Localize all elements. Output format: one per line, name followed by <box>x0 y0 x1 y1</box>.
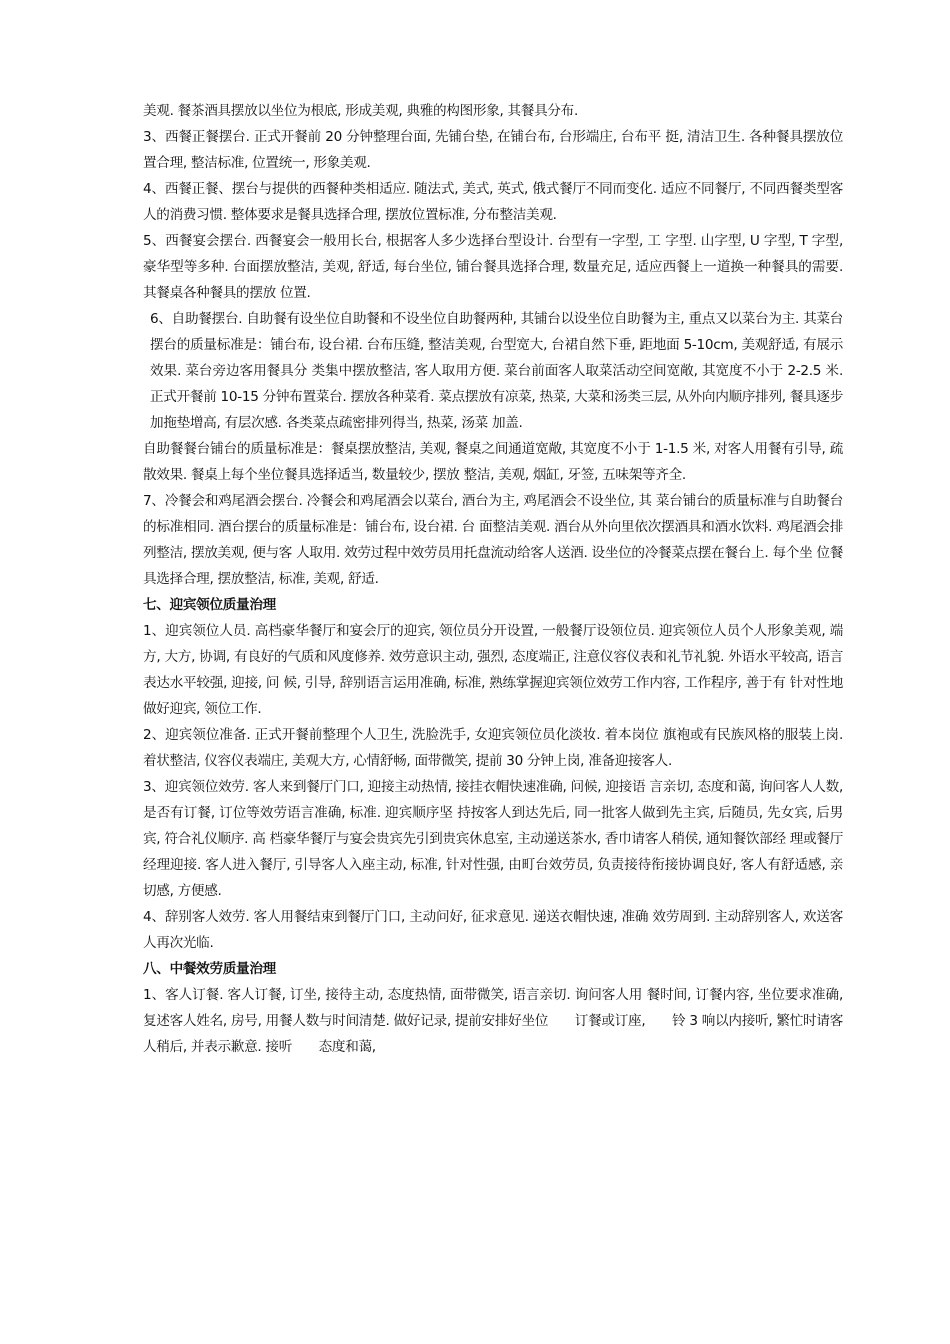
body-paragraph: 1、客人订餐. 客人订餐, 订坐, 接待主动, 态度热情, 面带微笑, 语言亲切. 询问客人用 餐时间, 订餐内容, 坐位要求准确, 复述客人姓名, 房号, 用餐人数与时间清楚. 做好记录, 提前安排好坐位 订餐或订座, 铃 3 响以内接听, 繁忙时请客人稍后, 并表示歉意. 接听 态度和蔼, <box>143 987 843 1055</box>
body-paragraph: 6、自助餐摆台. 自助餐有设坐位自助餐和不设坐位自助餐两种, 其铺台以设坐位自助餐为主, 重点又以菜台为主. 其菜台摆台的质量标准是：铺台布, 设台裙. 台布压缝, 整洁美观, 台型宽大, 台裙自然下垂, 距地面 5-10cm, 美观舒适, 有展示效果. 菜台旁边客用餐具分 类集中摆放整洁, 客人取用方便. 菜台前面客人取菜活动空间宽敞, 其宽度不小于 2-2.5 米. 正式开餐前 10-15 分钟布置菜台. 摆放各种菜肴. 菜点摆放有凉菜, 热菜, 大菜和汤类三层, 从外向内顺序排列, 餐具逐步加拖垫增高, 有层次感. 各类菜点疏密排列得当, 热菜, 汤菜 加盖. <box>150 311 843 431</box>
body-paragraph: 4、辞别客人效劳. 客人用餐结束到餐厅门口, 主动问好, 征求意见. 递送衣帽快速, 准确 效劳周到. 主动辞别客人, 欢送客人再次光临. <box>143 909 843 951</box>
body-paragraph: 5、西餐宴会摆台. 西餐宴会一般用长台, 根据客人多少选择台型设计. 台型有一字型, 工 字型. 山字型, U 字型, T 字型, 豪华型等多种. 台面摆放整洁, 美观, 舒适, 每台坐位, 铺台餐具选择合理, 数量充足, 适应西餐上一道换一种餐具的需要. 其餐桌各种餐具的摆放 位置. <box>143 233 843 301</box>
body-paragraph: 7、冷餐会和鸡尾酒会摆台. 冷餐会和鸡尾酒会以菜台, 酒台为主, 鸡尾酒会不设坐位, 其 菜台铺台的质量标准与自助餐台的标准相同. 酒台摆台的质量标准是：铺台布, 设台裙. 台 面整洁美观. 酒台从外向里依次摆酒具和酒水饮料. 鸡尾酒会排列整洁, 摆放美观, 便与客 人取用. 效劳过程中效劳员用托盘流动给客人送酒. 设坐位的冷餐菜点摆在餐台上. 每个坐 位餐具选择合理, 摆放整洁, 标准, 美观, 舒适. <box>143 493 843 587</box>
body-paragraph: 2、迎宾领位准备. 正式开餐前整理个人卫生, 洗脸洗手, 女迎宾领位员化淡妆. 着本岗位 旗袍或有民族风格的服装上岗. 着状整洁, 仪容仪表端庄, 美观大方, 心情舒畅, 面带微笑, 提前 30 分钟上岗, 准备迎接客人. <box>143 727 843 769</box>
document-page <box>143 98 843 1060</box>
body-paragraph: 自助餐餐台铺台的质量标准是：餐桌摆放整洁, 美观, 餐桌之间通道宽敞, 其宽度不小于 1-1.5 米, 对客人用餐有引导, 疏散效果. 餐桌上每个坐位餐具选择适当, 数量较少, 摆放 整洁, 美观, 烟缸, 牙签, 五味架等齐全. <box>143 441 843 483</box>
section-heading: 七、迎宾领位质量治理 <box>143 597 276 613</box>
body-paragraph: 1、迎宾领位人员. 高档豪华餐厅和宴会厅的迎宾, 领位员分开设置, 一般餐厅设领位员. 迎宾领位人员个人形象美观, 端方, 大方, 协调, 有良好的气质和风度修养. 效劳意识主动, 强烈, 态度端正, 注意仪容仪表和礼节礼貌. 外语水平较高, 语言表达水平较强, 迎接, 问 候, 引导, 辞别语言运用准确, 标准, 熟练掌握迎宾领位效劳工作内容, 工作程序, 善于有 针对性地做好迎宾, 领位工作. <box>143 623 843 717</box>
body-paragraph: 3、迎宾领位效劳. 客人来到餐厅门口, 迎接主动热情, 接挂衣帽快速准确, 问候, 迎接语 言亲切, 态度和蔼, 询问客人人数, 是否有订餐, 订位等效劳语言准确, 标准. 迎宾顺序坚 持按客人到达先后, 同一批客人做到先主宾, 后随员, 先女宾, 后男宾, 符合礼仪顺序. 高 档豪华餐厅与宴会贵宾先引到贵宾休息室, 主动递送茶水, 香巾请客人稍侯, 通知餐饮部经 理或餐厅经理迎接. 客人进入餐厅, 引导客人入座主动, 标准, 针对性强, 由町台效劳员, 负责接待衔接协调良好, 客人有舒适感, 亲切感, 方便感. <box>143 779 843 899</box>
section-heading: 八、中餐效劳质量治理 <box>143 961 276 977</box>
body-paragraph: 3、西餐正餐摆台. 正式开餐前 20 分钟整理台面, 先铺台垫, 在铺台布, 台形端庄, 台布平 挺, 清洁卫生. 各种餐具摆放位置合理, 整洁标准, 位置统一, 形象美观. <box>143 129 843 171</box>
body-paragraph: 4、西餐正餐、摆台与提供的西餐种类相适应. 随法式, 美式, 英式, 俄式餐厅不同而变化. 适应不同餐厅, 不同西餐类型客人的消费习惯. 整体要求是餐具选择合理, 摆放位置标准, 分布整洁美观. <box>143 181 843 223</box>
body-paragraph: 美观. 餐茶酒具摆放以坐位为根底, 形成美观, 典雅的构图形象, 其餐具分布. <box>143 103 579 119</box>
